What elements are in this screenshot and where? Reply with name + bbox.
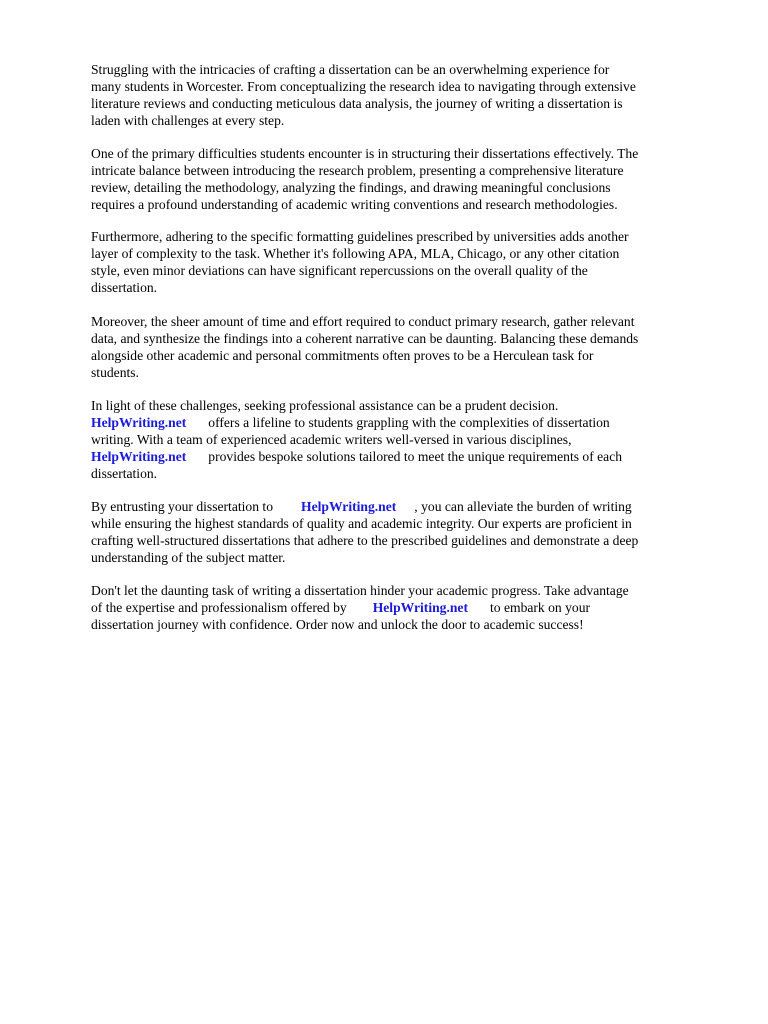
- text-segment: offers a lifeline to students grappling with the complexities of dissertation: [208, 415, 610, 431]
- text-segment: , you can alleviate the burden of writing: [414, 499, 632, 514]
- paragraph-call-to-action: [91, 582, 731, 633]
- text-line: style, even minor deviations can have significant repercussions on the overall quality of the: [91, 263, 588, 279]
- helpwriting-link[interactable]: HelpWriting.net: [91, 415, 187, 431]
- text-line: dissertation journey with confidence. Order now and unlock the door to academic success!: [91, 617, 584, 633]
- text-line: In light of these challenges, seeking professional assistance can be a prudent decision.: [91, 398, 559, 413]
- text-line: alongside other academic and personal commitments often proves to be a Herculean task for: [91, 348, 594, 364]
- helpwriting-link[interactable]: HelpWriting.net: [91, 449, 187, 465]
- text-segment: By entrusting your dissertation to: [91, 499, 273, 514]
- text-line: dissertation.: [91, 466, 158, 482]
- text-line: Moreover, the sheer amount of time and effort required to conduct primary research, gather relevant: [91, 314, 635, 329]
- text-line: literature reviews and conducting meticulous data analysis, the journey of writing a dissertation is: [91, 96, 623, 112]
- text-line: intricate balance between introducing the research problem, presenting a comprehensive literature: [91, 163, 624, 179]
- text-line: layer of complexity to the task. Whether it's following APA, MLA, Chicago, or any other citation: [91, 246, 620, 262]
- paragraph-formatting: [91, 228, 731, 296]
- text-line: crafting well-structured dissertations that adhere to the prescribed guidelines and demonstrate a deep: [91, 533, 639, 549]
- text-line: data, and synthesize the findings into a coherent narrative can be daunting. Balancing these demands: [91, 331, 639, 347]
- text-line: [91, 599, 731, 616]
- text-line: many students in Worcester. From conceptualizing the research idea to navigating through extensive: [91, 79, 636, 95]
- text-line: Struggling with the intricacies of crafting a dissertation can be an overwhelming experience for: [91, 62, 610, 77]
- text-line: laden with challenges at every step.: [91, 113, 285, 129]
- text-segment: to embark on your: [489, 600, 591, 616]
- text-line: [91, 498, 731, 515]
- text-line: review, detailing the methodology, analyzing the findings, and drawing meaningful conclusions: [91, 180, 611, 196]
- text-line: students.: [91, 365, 139, 381]
- text-line: dissertation.: [91, 280, 158, 296]
- helpwriting-link[interactable]: HelpWriting.net: [372, 600, 468, 616]
- text-line: understanding of the subject matter.: [91, 550, 286, 566]
- paragraph-intro: [91, 61, 731, 129]
- text-segment: of the expertise and professionalism offered by: [91, 600, 347, 616]
- paragraph-structuring: [91, 145, 731, 213]
- text-line: Don't let the daunting task of writing a dissertation hinder your academic progress. Take advantage: [91, 583, 629, 598]
- text-line: Furthermore, adhering to the specific formatting guidelines prescribed by universities adds another: [91, 229, 629, 244]
- text-line: while ensuring the highest standards of quality and academic integrity. Our experts are proficient in: [91, 516, 632, 532]
- helpwriting-link[interactable]: HelpWriting.net: [301, 499, 397, 514]
- text-line: One of the primary difficulties students encounter is in structuring their dissertations effectively. The: [91, 146, 639, 161]
- paragraph-assistance: [91, 397, 731, 482]
- text-line: [91, 414, 731, 431]
- text-line: [91, 448, 731, 465]
- paragraph-time-effort: [91, 313, 731, 381]
- text-segment: provides bespoke solutions tailored to meet the unique requirements of each: [208, 449, 623, 465]
- paragraph-entrusting: [91, 498, 731, 566]
- text-line: requires a profound understanding of academic writing conventions and research methodologies.: [91, 197, 618, 213]
- text-line: writing. With a team of experienced academic writers well-versed in various disciplines,: [91, 432, 572, 448]
